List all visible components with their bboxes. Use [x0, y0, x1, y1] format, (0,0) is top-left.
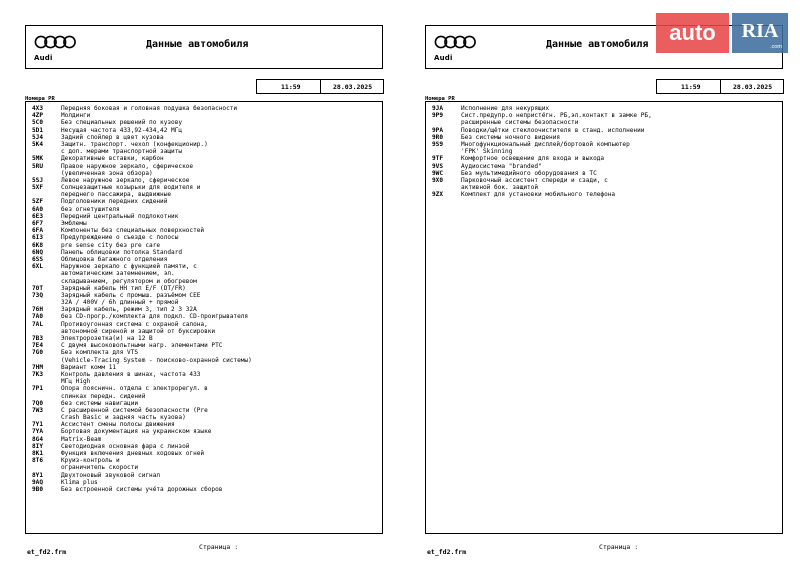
option-code: 7E4 [32, 342, 44, 350]
option-code: 5MK [32, 155, 44, 163]
option-row [426, 127, 782, 134]
option-row [26, 378, 382, 385]
option-code: 8G4 [32, 435, 44, 443]
audi-rings-icon [434, 35, 478, 51]
option-description: автоматическим затемнением, эл. [61, 270, 175, 278]
option-row [26, 385, 382, 392]
option-code: 6XL [32, 263, 44, 271]
option-row [26, 242, 382, 249]
option-description: Аудиосистема "branded" [461, 162, 542, 170]
option-row [26, 119, 382, 126]
option-code: 4X3 [32, 105, 44, 112]
option-row [26, 472, 382, 479]
form-filename: et_fd2.frm [427, 548, 467, 556]
timestamp-divider [720, 80, 721, 93]
option-code: 5RU [32, 162, 44, 170]
audi-wordmark: Audi [34, 54, 53, 62]
option-row [426, 105, 782, 112]
option-description: С расширенной системой безопасности (Pre [61, 406, 208, 414]
option-code: 7W3 [32, 406, 44, 414]
option-description: Вариант комм 11 [61, 363, 117, 371]
watermark-auto: auto [656, 13, 729, 53]
option-description: Бортовая документация на украинском языке [61, 428, 212, 436]
option-description: Без системы ночного видения [461, 133, 561, 141]
option-code: 9AQ [32, 478, 44, 486]
option-row [26, 263, 382, 270]
option-row [26, 457, 382, 464]
option-row [26, 357, 382, 364]
option-description: Функция включения дневных ходовых огней [61, 450, 205, 457]
option-row [26, 163, 382, 170]
option-code: 9X0 [432, 176, 444, 184]
option-description: Ассистент смены полосы движения [61, 421, 175, 429]
watermark-ria-text: RIA [741, 20, 779, 42]
option-description: Зарядный кабель, режим 3, тип 2 3 32A [61, 306, 197, 314]
watermark-com: .com [770, 44, 782, 50]
option-code: 9VS [432, 162, 444, 170]
option-row [26, 400, 382, 407]
option-description: Без мультимедийного оборудования в ТС [461, 169, 597, 177]
option-code: 9WC [432, 169, 444, 177]
page-number-label: Страница : [199, 543, 239, 551]
option-description: (Vehicle-Tracing System - поисково-охранной системы) [61, 356, 252, 364]
option-description: Облицовка багажного отделения [61, 255, 168, 263]
option-description: Левое наружное зеркало, сферическое [61, 176, 190, 184]
option-description: Правое наружное зеркало, сферическое [61, 162, 194, 170]
option-description: спинках передн. сидений [61, 392, 146, 400]
option-code: 9PA [432, 126, 444, 134]
audi-logo [434, 35, 478, 61]
option-row [26, 313, 382, 320]
section-label: Номера PR [425, 96, 455, 102]
option-description: Парковочный ассистент спереди и сзади, с [461, 176, 608, 184]
page-title: Данные автомобиля [146, 39, 249, 50]
option-row [426, 155, 782, 162]
option-description: Зарядный кабель с промыш. разъёмом CEE [61, 291, 201, 299]
option-code: 6A0 [32, 205, 44, 213]
option-code: 7YA [32, 428, 44, 436]
option-code: 8Y1 [32, 471, 44, 479]
option-description: Опора поясничн. отдела с электрорегул. в [61, 385, 208, 393]
option-row [26, 249, 382, 256]
option-code: 6NQ [32, 248, 44, 256]
option-row [26, 227, 382, 234]
option-row [26, 155, 382, 162]
page-title: Данные автомобиля [546, 39, 649, 50]
timestamp-divider [320, 80, 321, 93]
option-row [426, 191, 782, 198]
option-description: Комфортное освещение для входа и выхода [461, 155, 605, 163]
option-description: 32A / 400V / 6h длинный + прямой [61, 299, 179, 307]
option-row [26, 436, 382, 443]
option-description: Наружное зеркало с функцией памяти, с [61, 263, 197, 271]
option-row [26, 342, 382, 349]
option-description: Исполнение для некурящих [461, 105, 550, 112]
option-row [26, 270, 382, 277]
option-description: без CD-прогр./комплекта для подкл. CD-проигрывателя [61, 313, 249, 321]
option-description: Электророзетка(и) на 12 В [61, 335, 153, 342]
option-code: 6K8 [32, 241, 44, 249]
option-description: МГц High [61, 378, 91, 386]
option-code: 7B3 [32, 335, 44, 342]
option-code: 6SS [32, 255, 44, 263]
option-row [26, 407, 382, 414]
option-description: Поводки/щётки стеклоочистителя в станд. исполнении [461, 126, 645, 134]
audi-wordmark: Audi [434, 54, 453, 62]
option-description: расширенные системы безопасности [461, 119, 579, 127]
option-row [26, 450, 382, 457]
option-description: Солнцезащитные козырьки для водителя и [61, 184, 201, 192]
option-row [26, 464, 382, 471]
option-row [26, 198, 382, 205]
option-description: Подголовники передних сидений [61, 198, 168, 206]
option-description: 'FPK' Skinning [461, 148, 513, 156]
option-description: Круиз-контроль и [61, 457, 120, 465]
option-description: Светодиодная основная фара с линзой [61, 442, 190, 450]
option-code: 6E3 [32, 212, 44, 220]
option-description: Matrix-Beam [61, 435, 102, 443]
option-row [26, 335, 382, 342]
option-row [426, 141, 782, 148]
option-row [26, 479, 382, 486]
option-description: Многофункциональный дисплей/бортовой компьютер [461, 140, 630, 148]
option-code: 5D1 [32, 126, 44, 134]
options-list-box [25, 101, 383, 534]
option-description: Без встроенной системы учёта дорожных сборов [61, 485, 223, 493]
option-description: Эмблемы [61, 220, 87, 227]
option-description: Комплект для установки мобильного телефона [461, 191, 616, 199]
option-row [26, 364, 382, 371]
option-code: 9B0 [32, 485, 44, 493]
option-description: переднего пассажира, выдвижные [61, 191, 172, 199]
option-row [26, 443, 382, 450]
option-code: 9S9 [432, 140, 444, 148]
option-code: 76H [32, 306, 44, 314]
option-row [26, 206, 382, 213]
option-code: 6I3 [32, 234, 44, 242]
option-code: 8K1 [32, 450, 44, 457]
option-row [26, 127, 382, 134]
option-description: Молдинги [61, 112, 91, 120]
option-description: Двухтоновый звуковой сигнал [61, 471, 161, 479]
option-code: 5K4 [32, 140, 44, 148]
option-description: (увеличенная зона обзора) [61, 169, 153, 177]
timestamp-box [256, 79, 384, 94]
option-description: без системы навигации [61, 399, 139, 407]
option-row [26, 177, 382, 184]
option-description: Декоративные вставки, карбон [61, 155, 164, 163]
timestamp-box [656, 79, 784, 94]
option-row [26, 321, 382, 328]
option-code: 7Y1 [32, 421, 44, 429]
option-row [26, 428, 382, 435]
option-description: pre sense city без pre care [61, 241, 161, 249]
option-description: ограничитель скорости [61, 464, 139, 472]
audi-rings-icon [34, 35, 78, 51]
option-row [26, 134, 382, 141]
option-row [26, 170, 382, 177]
option-description: Панель облицовки потолка Standard [61, 248, 183, 256]
option-code: 7K3 [32, 370, 44, 378]
option-code: 70T [32, 284, 44, 292]
option-description: активной бок. защитой [461, 184, 539, 192]
option-description: Защитн. транспорт. чехол (конфекционир.) [61, 140, 208, 148]
option-description: Несущая частота 433,92-434,42 МГц [61, 126, 183, 134]
time-value: 11:59 [281, 83, 301, 91]
option-description: складыванием, регулятором и обогревом [61, 277, 197, 285]
option-row [26, 213, 382, 220]
option-code: 7Q0 [32, 399, 44, 407]
option-description: Противоугонная система с охраной салона, [61, 320, 208, 328]
option-row [426, 163, 782, 170]
option-description: Зарядный кабель НН тип E/F (DT/FR) [61, 284, 186, 292]
option-code: 5J4 [32, 133, 44, 141]
option-code: 9TF [432, 155, 444, 163]
option-code: 7AL [32, 320, 44, 328]
time-value: 11:59 [681, 83, 701, 91]
option-code: 6F7 [32, 220, 44, 227]
option-code: 6FA [32, 227, 44, 235]
option-description: Сист.предупр.о непристёгн. РБ,эл.контакт в замке РБ, [461, 112, 652, 120]
option-row [26, 393, 382, 400]
date-value: 28.03.2025 [333, 83, 373, 91]
option-description: С двумя высоковольтными нагр. элементами PTC [61, 342, 223, 350]
option-code: 7A0 [32, 313, 44, 321]
option-row [426, 170, 782, 177]
option-code: 5C0 [32, 119, 44, 127]
page-number-label: Страница : [599, 543, 639, 551]
header-box [25, 25, 383, 69]
option-description: Без комплекта для VTS [61, 349, 139, 357]
option-row [26, 278, 382, 285]
option-description: Передняя боковая и головная подушка безопасности [61, 105, 238, 112]
option-code: 9ZX [432, 191, 444, 199]
option-code: 73Q [32, 291, 44, 299]
option-code: 7HM [32, 363, 44, 371]
options-list [426, 105, 782, 198]
option-code: 8T6 [32, 457, 44, 465]
option-row [26, 421, 382, 428]
auto-ria-watermark [656, 13, 788, 53]
option-description: Klima plus [61, 478, 98, 486]
option-code: 7G0 [32, 349, 44, 357]
option-code: 9R0 [432, 133, 444, 141]
audi-logo [34, 35, 78, 61]
option-description: с доп. мерами транспортной защиты [61, 148, 183, 156]
left-page [0, 0, 390, 568]
option-description: Crash Basic и задняя часть кузова) [61, 414, 186, 422]
option-row [26, 285, 382, 292]
option-code: 5ZF [32, 198, 44, 206]
option-row [26, 371, 382, 378]
watermark-ria [732, 13, 788, 53]
option-row [26, 486, 382, 493]
option-code: 9P9 [432, 112, 444, 120]
option-code: 8IY [32, 442, 44, 450]
options-list-box [425, 101, 783, 534]
option-description: Компоненты без специальных поверхностей [61, 227, 205, 235]
option-description: автономной сиреной и защитой от буксировки [61, 327, 216, 335]
date-value: 28.03.2025 [733, 83, 773, 91]
option-code: 4ZP [32, 112, 44, 120]
option-description: Контроль давления в шинах, частота 433 [61, 370, 201, 378]
option-description: Передний центральный подлокотник [61, 212, 179, 220]
option-description: Предупреждение о съезде с полосы [61, 234, 179, 242]
option-description: Задний спойлер в цвет кузова [61, 133, 164, 141]
option-row [26, 328, 382, 335]
option-code: 7P1 [32, 385, 44, 393]
option-row [426, 134, 782, 141]
option-description: без огнетушителя [61, 205, 120, 213]
right-page [400, 0, 790, 568]
option-code: 5XF [32, 184, 44, 192]
option-row [26, 349, 382, 356]
option-row [26, 105, 382, 112]
section-label: Номера PR [25, 96, 55, 102]
options-list [26, 105, 382, 493]
option-row [26, 292, 382, 299]
option-row [426, 119, 782, 126]
option-row [26, 234, 382, 241]
option-description: Без специальных решений по кузову [61, 119, 183, 127]
option-row [26, 184, 382, 191]
option-code: 5SJ [32, 176, 44, 184]
form-filename: et_fd2.frm [27, 548, 67, 556]
option-row [426, 177, 782, 184]
option-row [26, 414, 382, 421]
option-code: 9JA [432, 105, 444, 112]
